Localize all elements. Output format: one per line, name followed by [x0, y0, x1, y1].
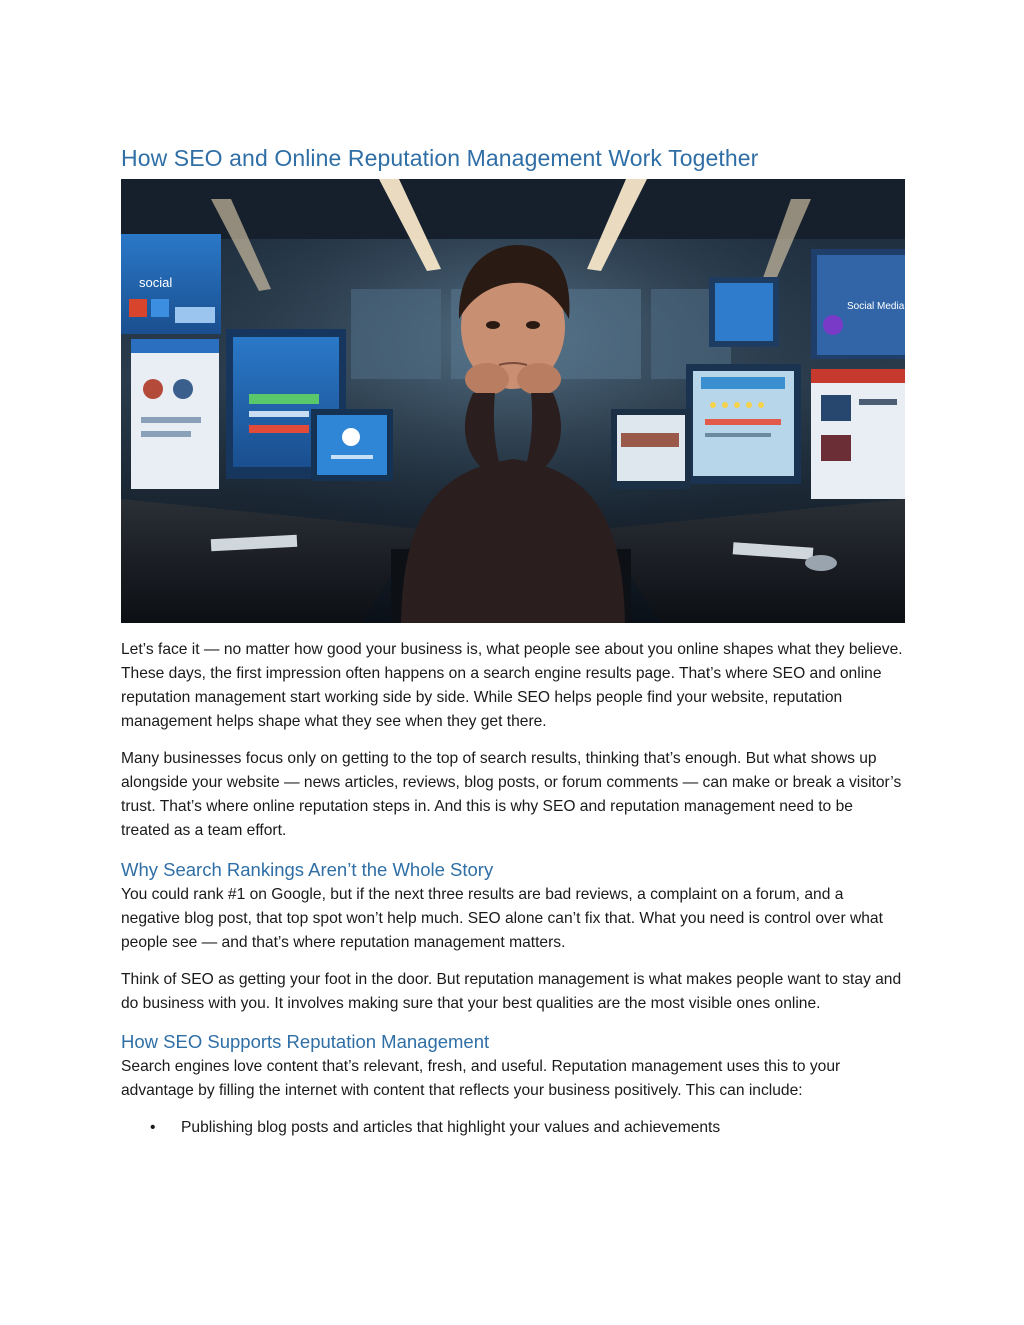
- document-page: [121, 143, 905, 1140]
- screen-label-social-media: Social Media: [847, 301, 905, 312]
- seo-supports-paragraph: Search engines love content that’s relevant, fresh, and useful. Reputation management uses this to your advantage by filling the internet with content that reflects your business positively. This can include:: [121, 1058, 841, 1099]
- intro-paragraph-2: Many businesses focus only on getting to the top of search results, thinking that’s enough. But what shows up alongside your website — news articles, reviews, blog posts, or forum comments — can make or break a visitor’s trust. That’s where online reputation steps in. And this is why SEO and reputation management need to be treated as a team effort.: [121, 750, 902, 839]
- seo-supports-list: [121, 1116, 905, 1140]
- hero-image: [121, 179, 905, 623]
- section-heading-seo-supports: How SEO Supports Reputation Management: [121, 1031, 490, 1052]
- list-item-text: Publishing blog posts and articles that highlight your values and achievements: [181, 1119, 721, 1136]
- bullet-icon: •: [150, 1119, 156, 1136]
- list-item: [121, 1116, 905, 1140]
- section-heading-rankings: Why Search Rankings Aren’t the Whole Story: [121, 859, 494, 880]
- intro-paragraph-1: Let’s face it — no matter how good your business is, what people see about you online shapes what they believe. These days, the first impression often happens on a search engine results page. That’s where SEO and online reputation management start working side by side. While SEO helps people find your website, reputation management helps shape what they see when they get there.: [121, 641, 903, 730]
- article-title: How SEO and Online Reputation Management Work Together: [121, 145, 759, 171]
- rankings-paragraph-1: You could rank #1 on Google, but if the next three results are bad reviews, a complaint on a forum, and a negative blog post, that top spot won’t help much. SEO alone can’t fix that. What you need is control over what people see — and that’s where reputation management matters.: [121, 886, 883, 951]
- screen-label-social: social: [139, 275, 173, 290]
- rankings-paragraph-2: Think of SEO as getting your foot in the door. But reputation management is what makes people want to stay and do business with you. It involves making sure that your best qualities are the most visible ones online.: [121, 971, 902, 1012]
